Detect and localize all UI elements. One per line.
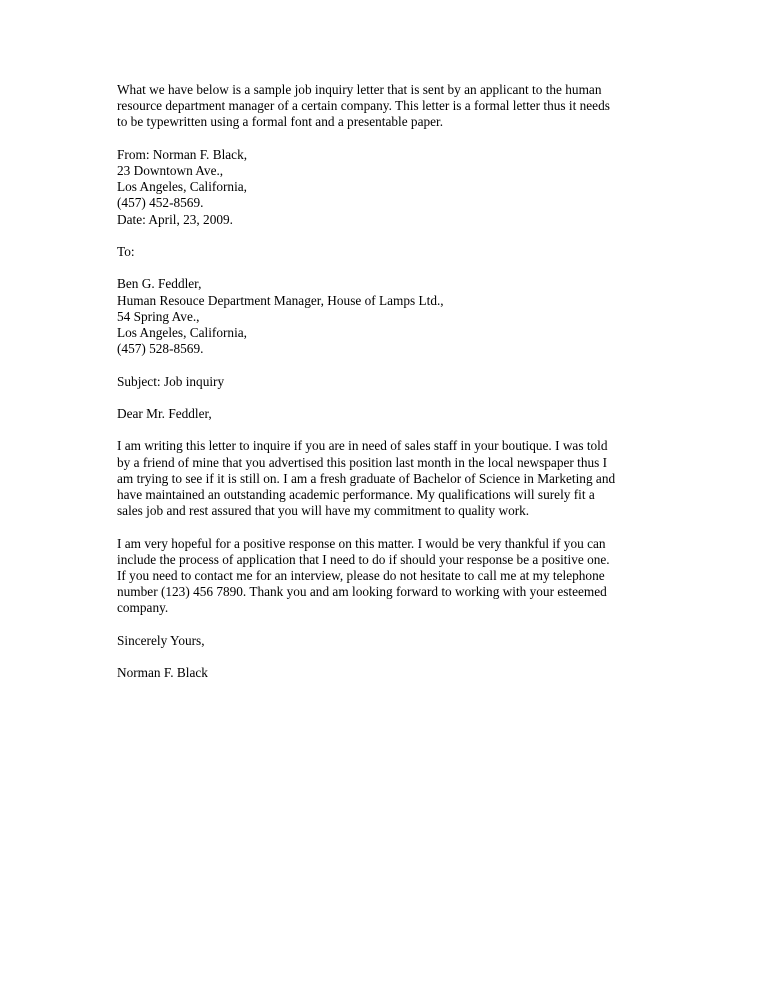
paragraph-line: include the process of application that I need to do if should your response be a positive one. xyxy=(117,551,610,567)
recipient-title: Human Resouce Department Manager, House of Lamps Ltd., xyxy=(117,292,444,308)
closing-block xyxy=(117,633,662,649)
sender-address xyxy=(117,147,662,228)
body-paragraph-1 xyxy=(117,438,662,519)
sender-street: 23 Downtown Ave., xyxy=(117,163,224,178)
recipient-phone: (457) 528-8569. xyxy=(117,341,204,357)
subject-line: Subject: Job inquiry xyxy=(117,373,225,389)
recipient-address xyxy=(117,276,662,357)
salutation-block xyxy=(117,406,662,422)
paragraph-line: have maintained an outstanding academic performance. My qualifications will surely fit a xyxy=(117,486,595,502)
to-label-block xyxy=(117,244,662,260)
recipient-street: 54 Spring Ave., xyxy=(117,308,200,324)
intro-line: What we have below is a sample job inquiry letter that is sent by an applicant to the human xyxy=(117,82,602,97)
intro-line: to be typewritten using a formal font and a presentable paper. xyxy=(117,114,444,130)
sender-city: Los Angeles, California, xyxy=(117,179,247,195)
paragraph-line: number (123) 456 7890. Thank you and am looking forward to working with your esteemed xyxy=(117,584,607,600)
paragraph-line: sales job and rest assured that you will have my commitment to quality work. xyxy=(117,503,530,519)
paragraph-line: I am writing this letter to inquire if you are in need of sales staff in your boutique. I was told xyxy=(117,438,608,454)
paragraph-line: am trying to see if it is still on. I am a fresh graduate of Bachelor of Science in Marketing and xyxy=(117,470,616,486)
paragraph-line: If you need to contact me for an interview, please do not hesitate to call me at my telephone xyxy=(117,567,605,583)
letter-date: Date: April, 23, 2009. xyxy=(117,211,233,227)
salutation: Dear Mr. Feddler, xyxy=(117,405,212,421)
to-label: To: xyxy=(117,244,135,259)
sender-name: From: Norman F. Black, xyxy=(117,146,248,162)
body-paragraph-2 xyxy=(117,536,662,617)
paragraph-line: by a friend of mine that you advertised this position last month in the local newspaper thus I xyxy=(117,454,608,470)
recipient-name: Ben G. Feddler, xyxy=(117,276,202,292)
paragraph-line: company. xyxy=(117,600,169,616)
intro-line: resource department manager of a certain company. This letter is a formal letter thus it needs xyxy=(117,98,610,114)
sender-phone: (457) 452-8569. xyxy=(117,195,204,211)
paragraph-line: I am very hopeful for a positive response on this matter. I would be very thankful if you can xyxy=(117,535,606,551)
letter-body xyxy=(117,82,662,698)
subject-block xyxy=(117,374,662,390)
intro-paragraph xyxy=(117,82,662,131)
signature-name: Norman F. Black xyxy=(117,665,208,681)
signature-block xyxy=(117,665,662,681)
closing: Sincerely Yours, xyxy=(117,632,205,648)
recipient-city: Los Angeles, California, xyxy=(117,325,247,340)
